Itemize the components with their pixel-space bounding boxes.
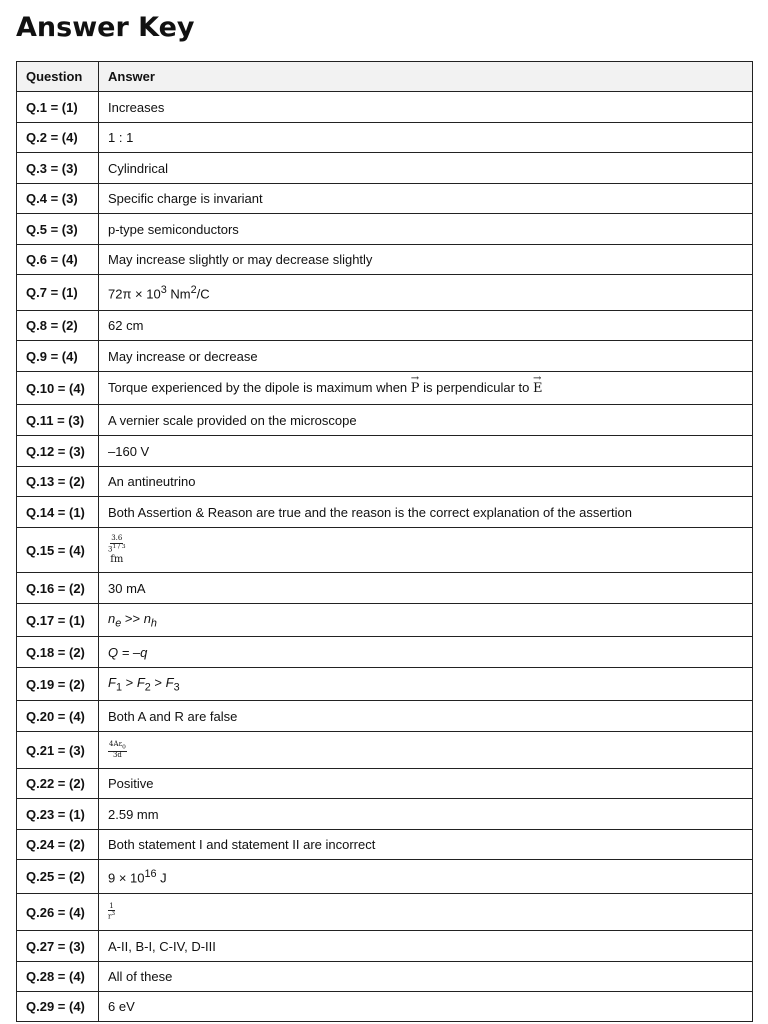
answer-cell: Increases — [99, 92, 753, 123]
table-row — [17, 123, 753, 153]
answer-cell — [99, 528, 753, 573]
answer-variable: F — [165, 674, 174, 690]
table-row — [17, 245, 753, 275]
question-cell: Q.18 = (2) — [17, 637, 99, 668]
answer-text: Torque experienced by the dipole is maximum when — [108, 380, 411, 395]
question-cell: Q.29 = (4) — [17, 992, 99, 1022]
answer-subscript: h — [150, 617, 157, 630]
answer-cell: 30 mA — [99, 573, 753, 604]
question-cell: Q.7 = (1) — [17, 275, 99, 311]
answer-cell: May increase slightly or may decrease slightly — [99, 245, 753, 275]
question-cell: Q.15 = (4) — [17, 528, 99, 573]
question-cell: Q.12 = (3) — [17, 436, 99, 467]
answer-cell: 1 : 1 — [99, 123, 753, 153]
table-row — [17, 604, 753, 637]
fraction — [108, 903, 115, 922]
question-cell: Q.5 = (3) — [17, 214, 99, 245]
question-cell: Q.27 = (3) — [17, 931, 99, 962]
table-row — [17, 894, 753, 931]
answer-operator: > — [121, 674, 137, 690]
question-cell: Q.23 = (1) — [17, 799, 99, 830]
question-cell: Q.3 = (3) — [17, 153, 99, 184]
answer-variable: F — [136, 674, 145, 690]
question-cell: Q.21 = (3) — [17, 732, 99, 769]
question-cell: Q.4 = (3) — [17, 184, 99, 214]
answer-variable: n — [108, 610, 116, 626]
answer-superscript: 16 — [144, 867, 157, 880]
answer-cell: 6 eV — [99, 992, 753, 1022]
answer-text: 72π × 10 — [108, 286, 161, 302]
answer-cell — [99, 604, 753, 637]
table-row — [17, 436, 753, 467]
column-header-answer: Answer — [99, 62, 753, 92]
answer-cell: A vernier scale provided on the microscope — [99, 405, 753, 436]
answer-cell: Cylindrical — [99, 153, 753, 184]
answer-cell: Positive — [99, 769, 753, 799]
table-row — [17, 528, 753, 573]
answer-subscript: e — [115, 617, 122, 630]
table-row — [17, 405, 753, 436]
answer-variable: n — [143, 610, 151, 626]
question-cell: Q.25 = (2) — [17, 860, 99, 894]
answer-table — [16, 61, 753, 1022]
question-cell: Q.24 = (2) — [17, 830, 99, 860]
fraction-denominator: $3^{1 / 3}$ — [108, 543, 126, 554]
answer-cell — [99, 637, 753, 668]
answer-cell: Both Assertion & Reason are true and the reason is the correct explanation of the assertion — [99, 497, 753, 528]
table-row — [17, 341, 753, 372]
table-row — [17, 275, 753, 311]
table-row — [17, 184, 753, 214]
answer-cell: 62 cm — [99, 311, 753, 341]
vector-e: → E — [533, 381, 543, 396]
answer-cell: 2.59 mm — [99, 799, 753, 830]
answer-cell — [99, 732, 753, 769]
table-header-row — [17, 62, 753, 92]
answer-operator: >> — [121, 610, 144, 626]
answer-cell: Both A and R are false — [99, 701, 753, 732]
answer-text: Q = –q — [108, 644, 148, 660]
question-cell: Q.11 = (3) — [17, 405, 99, 436]
table-row — [17, 769, 753, 799]
answer-table-wrapper — [16, 61, 753, 1022]
answer-cell — [99, 894, 753, 931]
answer-cell: Both statement I and statement II are incorrect — [99, 830, 753, 860]
fraction-numerator: 1 — [109, 901, 114, 910]
question-cell: Q.8 = (2) — [17, 311, 99, 341]
answer-cell — [99, 372, 753, 405]
question-cell: Q.6 = (4) — [17, 245, 99, 275]
fraction — [108, 535, 126, 565]
table-row — [17, 701, 753, 732]
table-row — [17, 92, 753, 123]
answer-cell: Specific charge is invariant — [99, 184, 753, 214]
answer-operator: > — [150, 674, 166, 690]
question-cell: Q.20 = (4) — [17, 701, 99, 732]
answer-superscript: 2 — [190, 283, 197, 296]
answer-variable: F — [108, 674, 116, 690]
answer-cell: May increase or decrease — [99, 341, 753, 372]
table-row — [17, 830, 753, 860]
answer-superscript: 3 — [160, 283, 167, 296]
table-row — [17, 497, 753, 528]
question-cell: Q.26 = (4) — [17, 894, 99, 931]
vector-p: → P — [411, 381, 420, 396]
answer-subscript: 3 — [173, 681, 180, 694]
answer-text: /C — [196, 286, 210, 302]
question-cell: Q.14 = (1) — [17, 497, 99, 528]
table-row — [17, 311, 753, 341]
answer-text: is perpendicular to — [419, 380, 533, 395]
fraction — [108, 741, 127, 759]
table-row — [17, 799, 753, 830]
table-row — [17, 573, 753, 604]
question-cell: Q.9 = (4) — [17, 341, 99, 372]
fraction-numerator: 3.6 — [111, 534, 123, 543]
question-cell: Q.1 = (1) — [17, 92, 99, 123]
fraction-numerator: $4A\varepsilon_0$ — [109, 739, 126, 751]
table-row — [17, 668, 753, 701]
answer-cell: A-II, B-I, C-IV, D-III — [99, 931, 753, 962]
answer-cell: –160 V — [99, 436, 753, 467]
column-header-question: Question — [17, 62, 99, 92]
fraction-denominator: 3d — [112, 750, 122, 759]
table-row — [17, 732, 753, 769]
answer-subscript: 1 — [115, 681, 122, 694]
page-title: Answer Key — [16, 12, 195, 43]
fraction-unit: fm — [110, 553, 124, 565]
answer-cell — [99, 860, 753, 894]
answer-subscript: 2 — [144, 681, 151, 694]
table-row — [17, 931, 753, 962]
table-row — [17, 962, 753, 992]
table-row — [17, 214, 753, 245]
table-row — [17, 637, 753, 668]
answer-cell: p-type semiconductors — [99, 214, 753, 245]
question-cell: Q.16 = (2) — [17, 573, 99, 604]
question-cell: Q.28 = (4) — [17, 962, 99, 992]
table-row — [17, 860, 753, 894]
question-cell: Q.17 = (1) — [17, 604, 99, 637]
question-cell: Q.2 = (4) — [17, 123, 99, 153]
question-cell: Q.22 = (2) — [17, 769, 99, 799]
table-row — [17, 372, 753, 405]
question-cell: Q.13 = (2) — [17, 467, 99, 497]
answer-cell: An antineutrino — [99, 467, 753, 497]
fraction-denominator: $r^3$ — [108, 911, 116, 921]
table-row — [17, 153, 753, 184]
question-cell: Q.10 = (4) — [17, 372, 99, 405]
answer-text: Nm — [166, 286, 191, 302]
table-row — [17, 467, 753, 497]
answer-cell — [99, 275, 753, 311]
answer-cell — [99, 668, 753, 701]
answer-text: J — [156, 870, 167, 886]
question-cell: Q.19 = (2) — [17, 668, 99, 701]
answer-text: 9 × 10 — [108, 870, 145, 886]
table-row — [17, 992, 753, 1022]
answer-cell: All of these — [99, 962, 753, 992]
